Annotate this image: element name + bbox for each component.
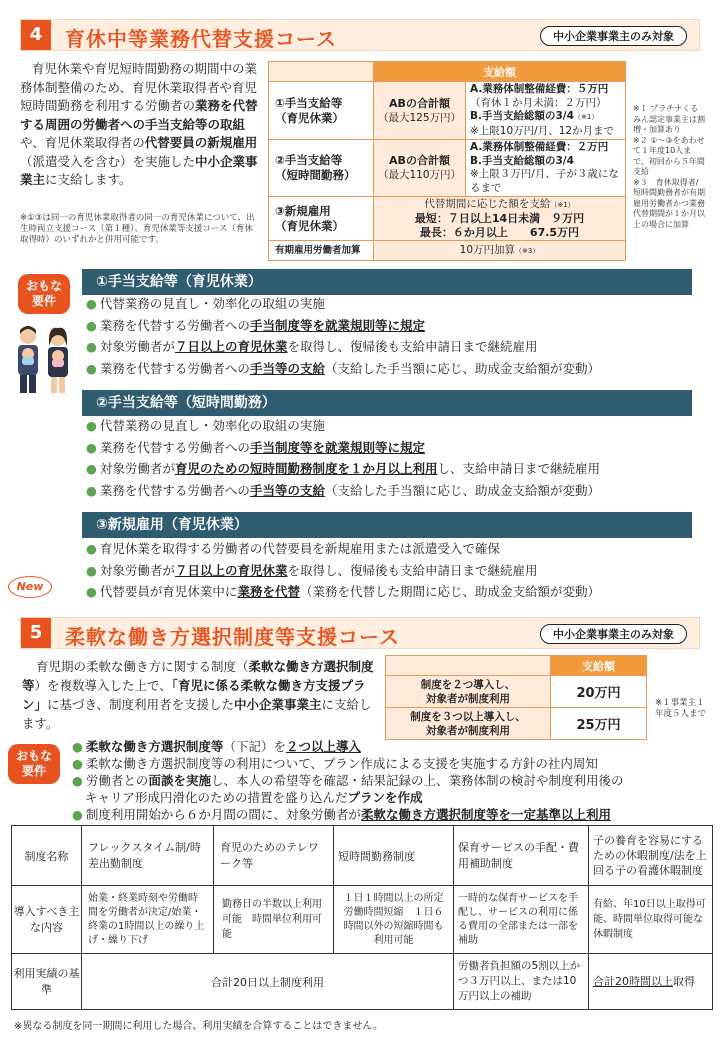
new-badge: New (8, 576, 52, 598)
section5-intro: 育児期の柔軟な働き方に関する制度（柔軟な働き方選択制度等）を複数導入した上で、「育児に係る柔軟な働き方支援プラン」に基づき、制度利用者を支援した中小企業事業主に支給します。 (22, 659, 374, 731)
section5-req-item: ● 柔軟な働き方選択制度等（下記）を２つ以上導入 (72, 739, 361, 754)
row4-amount: 10万円加算（※3） (374, 241, 626, 261)
req1-list (86, 293, 600, 379)
flex-row-label: 導入すべき主な内容 (12, 886, 82, 954)
flex-content-cell: 勤務日の半数以上利用可能 時間単位利用可能 (214, 886, 334, 954)
section5-amount-note: ※１事業主１年度５人まで (655, 698, 707, 719)
parent-holding-baby-illustration (8, 320, 80, 396)
flex-content-cell: 一時的な保育サービスを手配し、サービスの利用に係る費用の全部または一部を補助 (454, 886, 589, 954)
req2-item: ● 対象労働者が育児のための短時間勤務制度を１か月以上利用し、支給申請日まで継続雇用 (86, 461, 600, 476)
flex-content-cell: 有給、年10日以上取得可能、時間単位取得可能な休暇制度 (589, 886, 713, 954)
flex-header-cell: 短時間勤務制度 (334, 826, 454, 886)
req3-item: ● 代替要員が育児休業中に業務を代替（業務を代替した期間に応じ、助成金支給額が変動） (86, 584, 600, 599)
section5-main-requirements-label: おもな 要件 (8, 744, 60, 784)
req2-item: ● 業務を代替する労働者への手当等の支給（支給した手当額に応じ、助成金支給額が変動） (86, 482, 600, 498)
row2-label: ②手当支給等 （短時間勤務） (269, 140, 374, 197)
father-figure (18, 326, 38, 393)
flex-content-cell: 始業・終業時刻や労働時間を労働者が決定/始業・終業の1時間以上の繰り上げ・繰り下げ (82, 886, 214, 954)
section4-number: 4 (21, 20, 51, 50)
row3-label: ③新規雇用 （育児休業） (269, 197, 374, 241)
row3-detail: 代替期間に応じた額を支給（※1） 最短：７日以上14日未満 ９万円 最長：６か月以上 67.5万円 (374, 197, 626, 241)
req2-list (86, 415, 600, 501)
section5-title: 柔軟な働き方選択制度等支援コース (65, 625, 400, 649)
amount-row-3-label: 制度を３つ以上導入し、 対象者が制度利用 (386, 708, 551, 740)
flex-criteria-cell: 労働者負担額の5割以上かつ３万円以上、または10万円以上の補助 (454, 954, 589, 1010)
section5-req-item: ● 柔軟な働き方選択制度等の利用について、プラン作成による支援を実施する方針の社内周知 (72, 756, 598, 771)
req2-item: ● 業務を代替する労働者への手当制度等を就業規則等に規定 (86, 439, 425, 455)
section5-target-badge: 中小企業事業主のみ対象 (540, 624, 687, 644)
section4-amount-table (268, 61, 626, 261)
section4-combination-note: ※①③は同一の育児休業取得者の同一の育児休業について、出生時両立支援コース（第１種）、育児休業等支援コース（育休取得時）のいずれかと併用可能です。 (20, 213, 255, 245)
mother-figure (48, 328, 68, 393)
section4-target-badge: 中小企業事業主のみ対象 (540, 26, 687, 46)
section5-header (20, 617, 700, 649)
section5-req-item-cont: キャリア形成円滑化のための措置を盛り込んだプランを作成 (85, 790, 423, 805)
req1-item: ● 対象労働者が７日以上の育児休業を取得し、復帰後も支給申請日まで継続雇用 (86, 339, 538, 354)
section5-footnote: ※異なる制度を同一期間に利用した場合、利用実績を合算することはできません。 (14, 1021, 383, 1032)
row4-label: 有期雇用労働者加算 (269, 241, 374, 261)
flex-header-cell: 保育サービスの手配・費用補助制度 (454, 826, 589, 886)
req3-header: ③新規雇用（育児休業） (82, 512, 692, 538)
flex-row-label: 利用実績の基準 (12, 954, 82, 1010)
amount-header: 支給額 (374, 62, 626, 82)
row2-detail: A.業務体制整備経費：２万円 B.手当支給総額の3/4 ※上限３万円/月、子が３歳になるまで (466, 140, 626, 197)
section5-amount-header: 支給額 (551, 656, 647, 676)
req1-item: ● 代替業務の見直し・効率化の取組の実施 (86, 296, 325, 311)
section5-req-item: ● 制度利用開始から６か月間の間に、対象労働者が柔軟な働き方選択制度等を一定基準以上利用 (72, 807, 611, 822)
flex-criteria-cell: 合計20時間以上取得 (589, 954, 713, 1010)
req3-item: ● 対象労働者が７日以上の育児休業を取得し、復帰後も支給申請日まで継続雇用 (86, 562, 538, 578)
side-notes: ※１ プラチナくるみん認定事業主は割増・加算あり ※２ ①～③をあわせて１年度10人まで、初回から５年間支給 ※３ 育休取得者/短時間勤務者が有期雇用労働者かつ業務代替期間が１か月以上の場合に加算 (633, 104, 705, 229)
section4-main-requirements-label: おもな 要件 (18, 274, 70, 314)
section5-number: 5 (21, 618, 51, 648)
flex-header-cell: フレックスタイム制/時差出勤制度 (82, 826, 214, 886)
row2-ab: ABの合計額 （最大110万円） (374, 140, 466, 197)
section5-amount-table (385, 655, 647, 740)
amount-row-3-value: 25万円 (551, 708, 647, 740)
section5-requirements (72, 738, 623, 823)
req2-header: ②手当支給等（短時間勤務） (82, 390, 692, 416)
flex-header-cell: 制度名称 (12, 826, 82, 886)
row1-detail: A.業務体制整備経費：５万円 （育休１か月未満：２万円） B.手当支給総額の3/4（※1） ※上限10万円/月、12か月まで (466, 82, 626, 140)
flex-criteria-merged: 合計20日以上制度利用 (82, 954, 454, 1010)
req2-item: ● 代替業務の見直し・効率化の取組の実施 (86, 418, 325, 433)
req3-item: ● 育児休業を取得する労働者の代替要員を新規雇用または派遣受入で確保 (86, 541, 500, 556)
amount-row-2-value: 20万円 (551, 676, 647, 708)
section4-title: 育休中等業務代替支援コース (65, 27, 337, 51)
flex-header-cell: 子の養育を容易にするための休暇制度/法を上回る子の看護休暇制度 (589, 826, 713, 886)
req1-item: ● 業務を代替する労働者への手当制度等を就業規則等に規定 (86, 317, 425, 333)
section4-intro: 育児休業や育児短時間勤務の期間中の業務体制整備のため、育児休業取得者や育児短時間勤務を利用する労働者の業務を代替する周囲の労働者への手当支給等の取組や、育児休業取得者の代替要員の新規雇用（派遣受入を含む）を実施した中小企業事業主に支給します。 (20, 61, 258, 187)
req3-list (86, 538, 600, 603)
flex-header-cell: 育児のためのテレワーク等 (214, 826, 334, 886)
req1-header: ①手当支給等（育児休業） (82, 269, 692, 295)
section4-header (20, 19, 700, 51)
flex-content-cell: １日１時間以上の所定労働時間短縮 １日６時間以外の短縮時間も利用可能 (334, 886, 454, 954)
flexible-work-table (11, 825, 713, 1010)
row1-ab: ABの合計額 （最大125万円） (374, 82, 466, 140)
section5-req-item: ● 労働者との面談を実施し、本人の希望等を確認・結果記録の上、業務体制の検討や制度利用後の (72, 773, 624, 788)
req1-item: ● 業務を代替する労働者への手当等の支給（支給した手当額に応じ、助成金支給額が変動） (86, 360, 600, 376)
row1-label: ①手当支給等 （育児休業） (269, 82, 374, 140)
amount-row-2-label: 制度を２つ導入し、 対象者が制度利用 (386, 676, 551, 708)
